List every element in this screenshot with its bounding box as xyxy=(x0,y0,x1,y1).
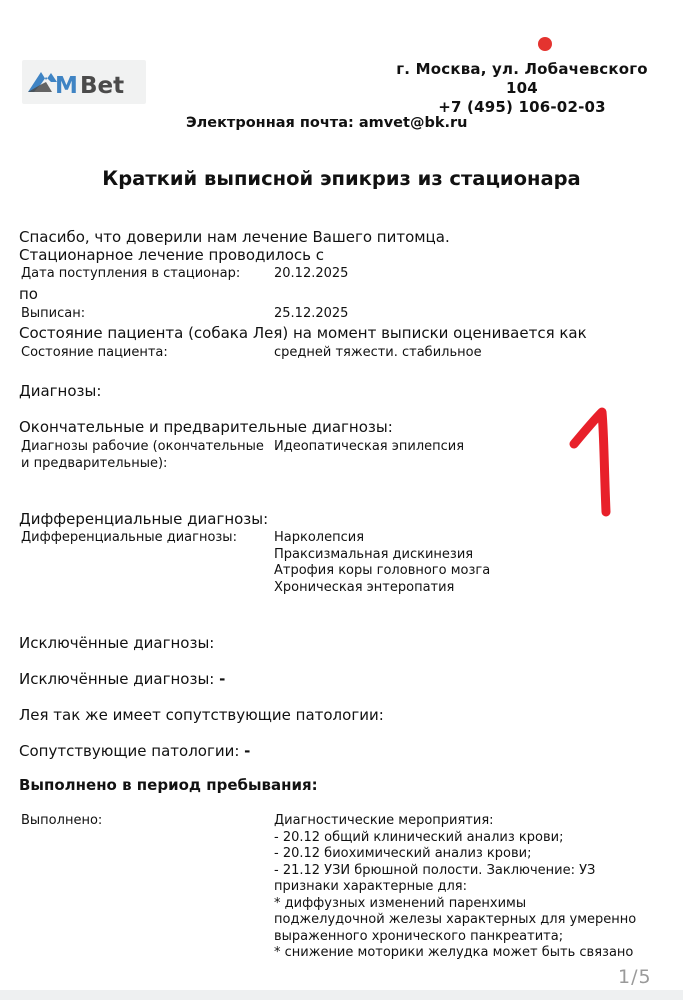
clinic-logo xyxy=(22,60,146,104)
comorbid-line xyxy=(19,742,250,760)
state-value: средней тяжести. стабильное xyxy=(274,345,482,360)
comorbid-value: - xyxy=(244,742,251,760)
thanks-text: Спасибо, что доверили нам лечение Вашего питомца. xyxy=(19,228,450,246)
list-item: Атрофия коры головного мозга xyxy=(274,563,491,578)
svg-text:Bet: Bet xyxy=(80,73,125,99)
handwritten-one-annotation xyxy=(566,404,626,528)
diagnoses-heading: Диагнозы: xyxy=(19,382,102,400)
comorbid-label: Сопутствующие патологии: xyxy=(19,742,240,760)
page-indicator: 1/5 xyxy=(618,966,652,988)
working-label-line-1: Диагнозы рабочие (окончательные xyxy=(21,439,264,454)
state-label: Состояние пациента: xyxy=(21,345,168,360)
admission-label: Дата поступления в стационар: xyxy=(21,266,241,281)
list-item: - 20.12 общий клинический анализ крови; xyxy=(274,829,564,845)
address-line-2: 104 xyxy=(506,79,538,97)
list-item: - 20.12 биохимический анализ крови; xyxy=(274,846,532,861)
differential-heading: Дифференциальные диагнозы: xyxy=(19,510,269,528)
differential-list xyxy=(274,530,490,596)
performed-heading: Выполнено в период пребывания: xyxy=(19,776,318,794)
admission-value: 20.12.2025 xyxy=(274,266,349,281)
bottom-bar xyxy=(0,990,683,1000)
list-item: выраженного хронического панкреатита; xyxy=(274,928,564,944)
comorbid-sentence: Лея так же имеет сопутствующие патологии: xyxy=(19,706,384,724)
state-sentence: Состояние пациента (собака Лея) на момент выписки оценивается как xyxy=(19,324,587,342)
excluded-heading: Исключённые диагнозы: xyxy=(19,634,215,652)
list-item: Диагностические мероприятия: xyxy=(274,813,494,828)
excluded-line xyxy=(19,670,225,688)
clinic-address xyxy=(390,60,654,117)
discharge-value: 25.12.2025 xyxy=(274,306,349,321)
list-item: признаки характерные для: xyxy=(274,879,467,894)
treatment-from-text: Стационарное лечение проводилось с xyxy=(19,246,325,264)
list-item: * снижение моторики желудка может быть связано xyxy=(274,945,634,960)
discharge-label: Выписан: xyxy=(21,306,86,321)
list-item: - 21.12 УЗИ брюшной полости. Заключение: УЗ xyxy=(274,862,596,878)
working-diagnosis-value: Идеопатическая эпилепсия xyxy=(274,439,465,454)
working-label-line-2: и предварительные): xyxy=(21,455,168,471)
excluded-label: Исключённые диагнозы: xyxy=(19,670,215,688)
list-item: поджелудочной железы характерных для умеренно xyxy=(274,912,637,927)
excluded-value: - xyxy=(219,670,226,688)
performed-list xyxy=(274,813,636,962)
performed-label: Выполнено: xyxy=(21,813,103,828)
clinic-email: Электронная почта: amvet@bk.ru xyxy=(186,115,468,131)
list-item: * диффузных изменений паренхимы xyxy=(274,895,527,911)
to-word: по xyxy=(19,285,38,303)
list-item: Хроническая энтеропатия xyxy=(274,579,455,595)
address-line-1: г. Москва, ул. Лобачевского xyxy=(396,60,648,78)
svg-text:M: M xyxy=(55,73,78,99)
list-item: Праксизмальная дискинезия xyxy=(274,546,474,562)
final-diagnoses-heading: Окончательные и предварительные диагнозы: xyxy=(19,418,393,436)
differential-label: Дифференциальные диагнозы: xyxy=(21,530,237,545)
clinic-phone: +7 (495) 106-02-03 xyxy=(438,98,606,116)
red-dot-mark xyxy=(538,37,552,51)
list-item: Нарколепсия xyxy=(274,530,365,545)
working-diagnoses-label xyxy=(21,439,264,472)
document-title: Краткий выписной эпикриз из стационара xyxy=(102,167,581,190)
